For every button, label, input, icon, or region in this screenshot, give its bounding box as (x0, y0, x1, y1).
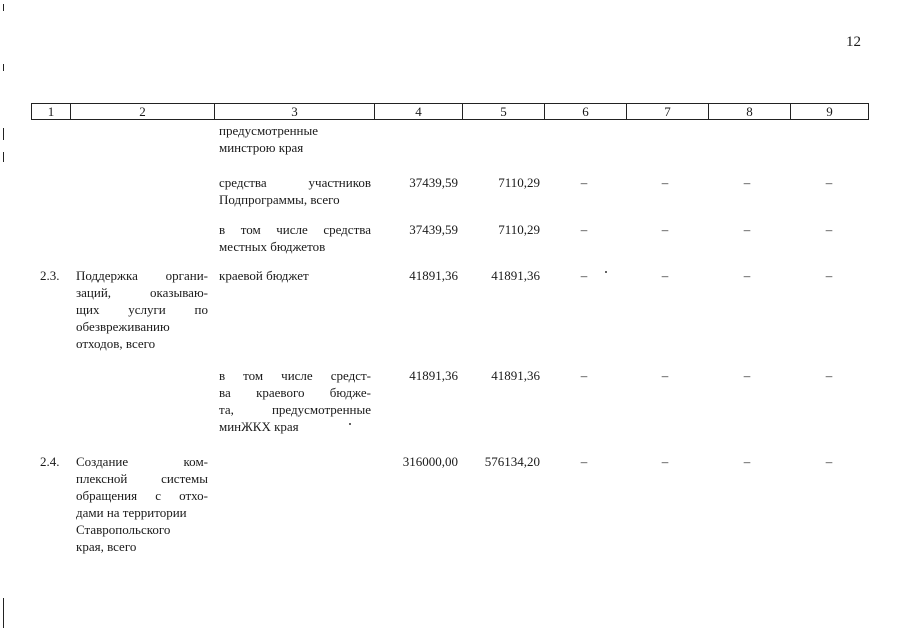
header-col-7: 7 (626, 104, 708, 119)
value-col-4: 37439,59 (409, 175, 458, 190)
dash-col-8: – (743, 222, 751, 237)
dash-col-7: – (661, 368, 669, 383)
scan-speck (605, 271, 607, 273)
dash-col-9: – (825, 268, 833, 283)
dash-col-7: – (661, 222, 669, 237)
value-col-4: 37439,59 (409, 222, 458, 237)
scan-margin-mark (3, 152, 4, 162)
value-col-5: 41891,36 (491, 368, 540, 383)
dash-col-6: – (580, 268, 588, 283)
dash-col-8: – (743, 175, 751, 190)
value-col-4: 41891,36 (409, 268, 458, 283)
row-name-cell (76, 267, 208, 352)
source-line: Подпрограммы, всего (219, 192, 340, 207)
value-col-5: 7110,29 (498, 175, 540, 190)
source-line: та, предусмотренные (219, 402, 371, 417)
header-col-8: 8 (708, 104, 790, 119)
value-col-4: 316000,00 (402, 454, 458, 469)
dash-col-7: – (661, 454, 669, 469)
name-line: обращения с отхо- (76, 488, 208, 503)
value-col-5: 576134,20 (484, 454, 540, 469)
name-line: Ставропольского (76, 522, 171, 537)
source-line: предусмотренные (219, 123, 319, 138)
scan-margin-mark (3, 4, 4, 11)
dash-col-6: – (580, 175, 588, 190)
scan-margin-mark (3, 598, 4, 628)
table-header-row (31, 103, 869, 120)
value-col-5: 41891,36 (491, 268, 540, 283)
header-col-2: 2 (70, 104, 214, 119)
row-source-cell (219, 122, 371, 156)
dash-col-9: – (825, 368, 833, 383)
value-col-4: 41891,36 (409, 368, 458, 383)
dash-col-6: – (580, 222, 588, 237)
row-number: 2.3. (40, 268, 60, 283)
name-line: щих услуги по (76, 302, 208, 317)
source-line: минстрою края (219, 140, 304, 155)
source-line: минЖКХ края (219, 419, 299, 434)
source-line: местных бюджетов (219, 239, 326, 254)
name-line: обезвреживанию (76, 319, 170, 334)
dash-col-6: – (580, 368, 588, 383)
name-line: Создание ком- (76, 454, 208, 469)
scan-speck (349, 423, 351, 425)
name-line: плексной системы (76, 471, 208, 486)
header-col-9: 9 (790, 104, 868, 119)
name-line: края, всего (76, 539, 137, 554)
dash-col-8: – (743, 454, 751, 469)
row-number: 2.4. (40, 454, 60, 469)
row-name-cell (76, 453, 208, 555)
dash-col-6: – (580, 454, 588, 469)
dash-col-8: – (743, 268, 751, 283)
source-line: в том числе средства (219, 222, 371, 237)
dash-col-9: – (825, 454, 833, 469)
header-col-1: 1 (47, 104, 55, 119)
header-col-6: 6 (544, 104, 626, 119)
source-line: средства участников (219, 175, 371, 190)
name-line: Поддержка органи- (76, 268, 208, 283)
row-source-cell (219, 367, 371, 435)
name-line: заций, оказываю- (76, 285, 208, 300)
name-line: дами на территории (76, 505, 187, 520)
header-col-4: 4 (374, 104, 462, 119)
value-col-5: 7110,29 (498, 222, 540, 237)
dash-col-9: – (825, 175, 833, 190)
dash-col-9: – (825, 222, 833, 237)
scan-margin-mark (3, 64, 4, 71)
row-source-cell (219, 174, 371, 208)
dash-col-7: – (661, 268, 669, 283)
row-source-cell (219, 221, 371, 255)
header-col-3: 3 (214, 104, 374, 119)
page-number: 12 (846, 34, 861, 50)
header-col-5: 5 (462, 104, 544, 119)
scan-margin-mark (3, 128, 4, 140)
dash-col-8: – (743, 368, 751, 383)
row-source-cell: краевой бюджет (219, 268, 309, 283)
name-line: отходов, всего (76, 336, 156, 351)
source-line: ва краевого бюдже- (219, 385, 371, 400)
source-line: в том числе средст- (219, 368, 371, 383)
dash-col-7: – (661, 175, 669, 190)
